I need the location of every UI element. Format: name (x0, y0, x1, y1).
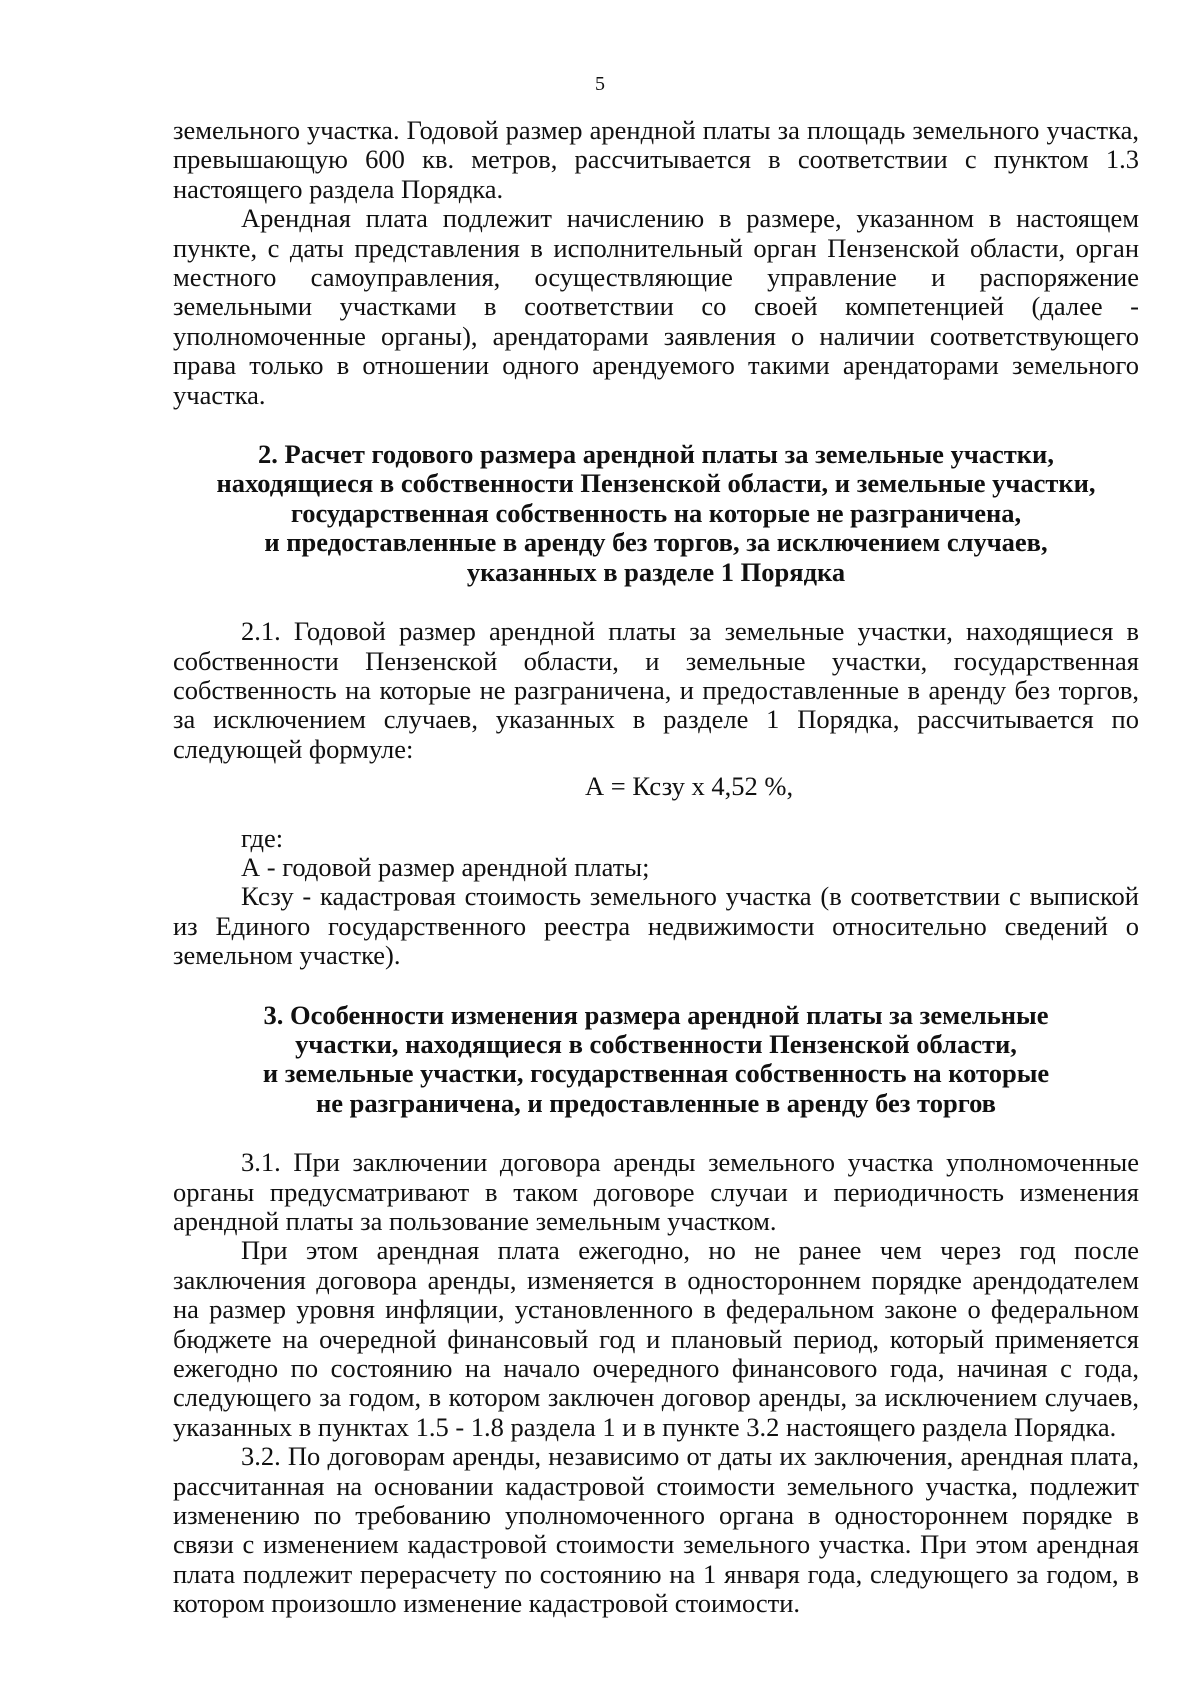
heading-line: государственная собственность на которые не разграничена, (290, 497, 1022, 528)
paragraph: 3.2. По договорам аренды, независимо от даты их заключения, арендная плата, рассчитанная на основании кадастровой стоимости земельного участка, подлежит изменению по требованию уполномоченного органа в одностороннем порядке в связи с изменением кадастровой стоимости земельного участка. При этом арендная плата подлежит перерасчету по состоянию на 1 января года, следующего за годом, в котором произошло изменение кадастровой стоимости. (173, 1441, 1139, 1619)
paragraph: 3.1. При заключении договора аренды земельного участка уполномоченные органы предусматривают в таком договоре случаи и периодичность изменения арендной платы за пользование земельным участком. (173, 1147, 1139, 1236)
heading-line: не разграничена, и предоставленные в аренду без торгов (316, 1087, 996, 1118)
spacer (173, 410, 1139, 440)
formula: А = Ксзу х 4,52 %, (585, 771, 794, 802)
paragraph: 2.1. Годовой размер арендной платы за земельные участки, находящиеся в собственности Пензенской области, и земельные участки, государственная собственность на которые не разграничена, и предоставленные в аренду без торгов, за исключением случаев, указанных в разделе 1 Порядка, рассчитывается по следующей формуле: (173, 616, 1139, 764)
spacer (173, 971, 1139, 1001)
paragraph: Арендная плата подлежит начислению в размере, указанном в настоящем пункте, с даты представления в исполнительный орган Пензенской области, орган местного самоуправления, осуществляющие управление и распоряжение земельными участками в соответствии со своей компетенцией (далее - уполномоченные органы), арендаторами заявления о наличии соответствующего права только в отношении одного арендуемого такими арендаторами земельного участка. (173, 203, 1139, 410)
paragraph: При этом арендная плата ежегодно, но не ранее чем через год после заключения договора аренды, изменяется в одностороннем порядке арендодателем на размер уровня инфляции, установленного в федеральном законе о федеральном бюджете на очередной финансовый год и плановый период, который применяется ежегодно по состоянию на начало очередного финансового года, начиная с года, следующего за годом, в котором заключен договор аренды, за исключением случаев, указанных в пунктах 1.5 - 1.8 раздела 1 и в пункте 3.2 настоящего раздела Порядка. (173, 1235, 1139, 1442)
heading-line: 2. Расчет годового размера арендной платы за земельные участки, (258, 439, 1054, 470)
heading-line: участки, находящиеся в собственности Пензенской области, (295, 1028, 1017, 1059)
section-2-heading (173, 440, 1139, 587)
spacer (173, 802, 1139, 824)
heading-line: 3. Особенности изменения размера арендной платы за земельные (263, 999, 1049, 1030)
heading-line: и земельные участки, государственная собственность на которые (262, 1058, 1050, 1089)
paragraph: земельного участка. Годовой размер арендной платы за площадь земельного участка, превышающую 600 кв. метров, рассчитывается в соответствии с пунктом 1.3 настоящего раздела Порядка. (173, 115, 1139, 204)
definition-kszu: Ксзу - кадастровая стоимость земельного участка (в соответствии с выпиской из Единого государственного реестра недвижимости относительно сведений о земельном участке). (173, 881, 1139, 971)
heading-line: и предоставленные в аренду без торгов, за исключением случаев, (264, 527, 1048, 558)
spacer (173, 1118, 1139, 1148)
section-3-heading (173, 1001, 1139, 1119)
where-label: где: (241, 822, 284, 853)
definition-a: А - годовой размер арендной платы; (241, 851, 650, 882)
document-body (173, 116, 1139, 1619)
heading-line: находящиеся в собственности Пензенской области, и земельные участки, (216, 468, 1096, 499)
spacer (173, 587, 1139, 617)
page-number: 5 (595, 73, 605, 95)
heading-line: указанных в разделе 1 Порядка (466, 556, 846, 587)
